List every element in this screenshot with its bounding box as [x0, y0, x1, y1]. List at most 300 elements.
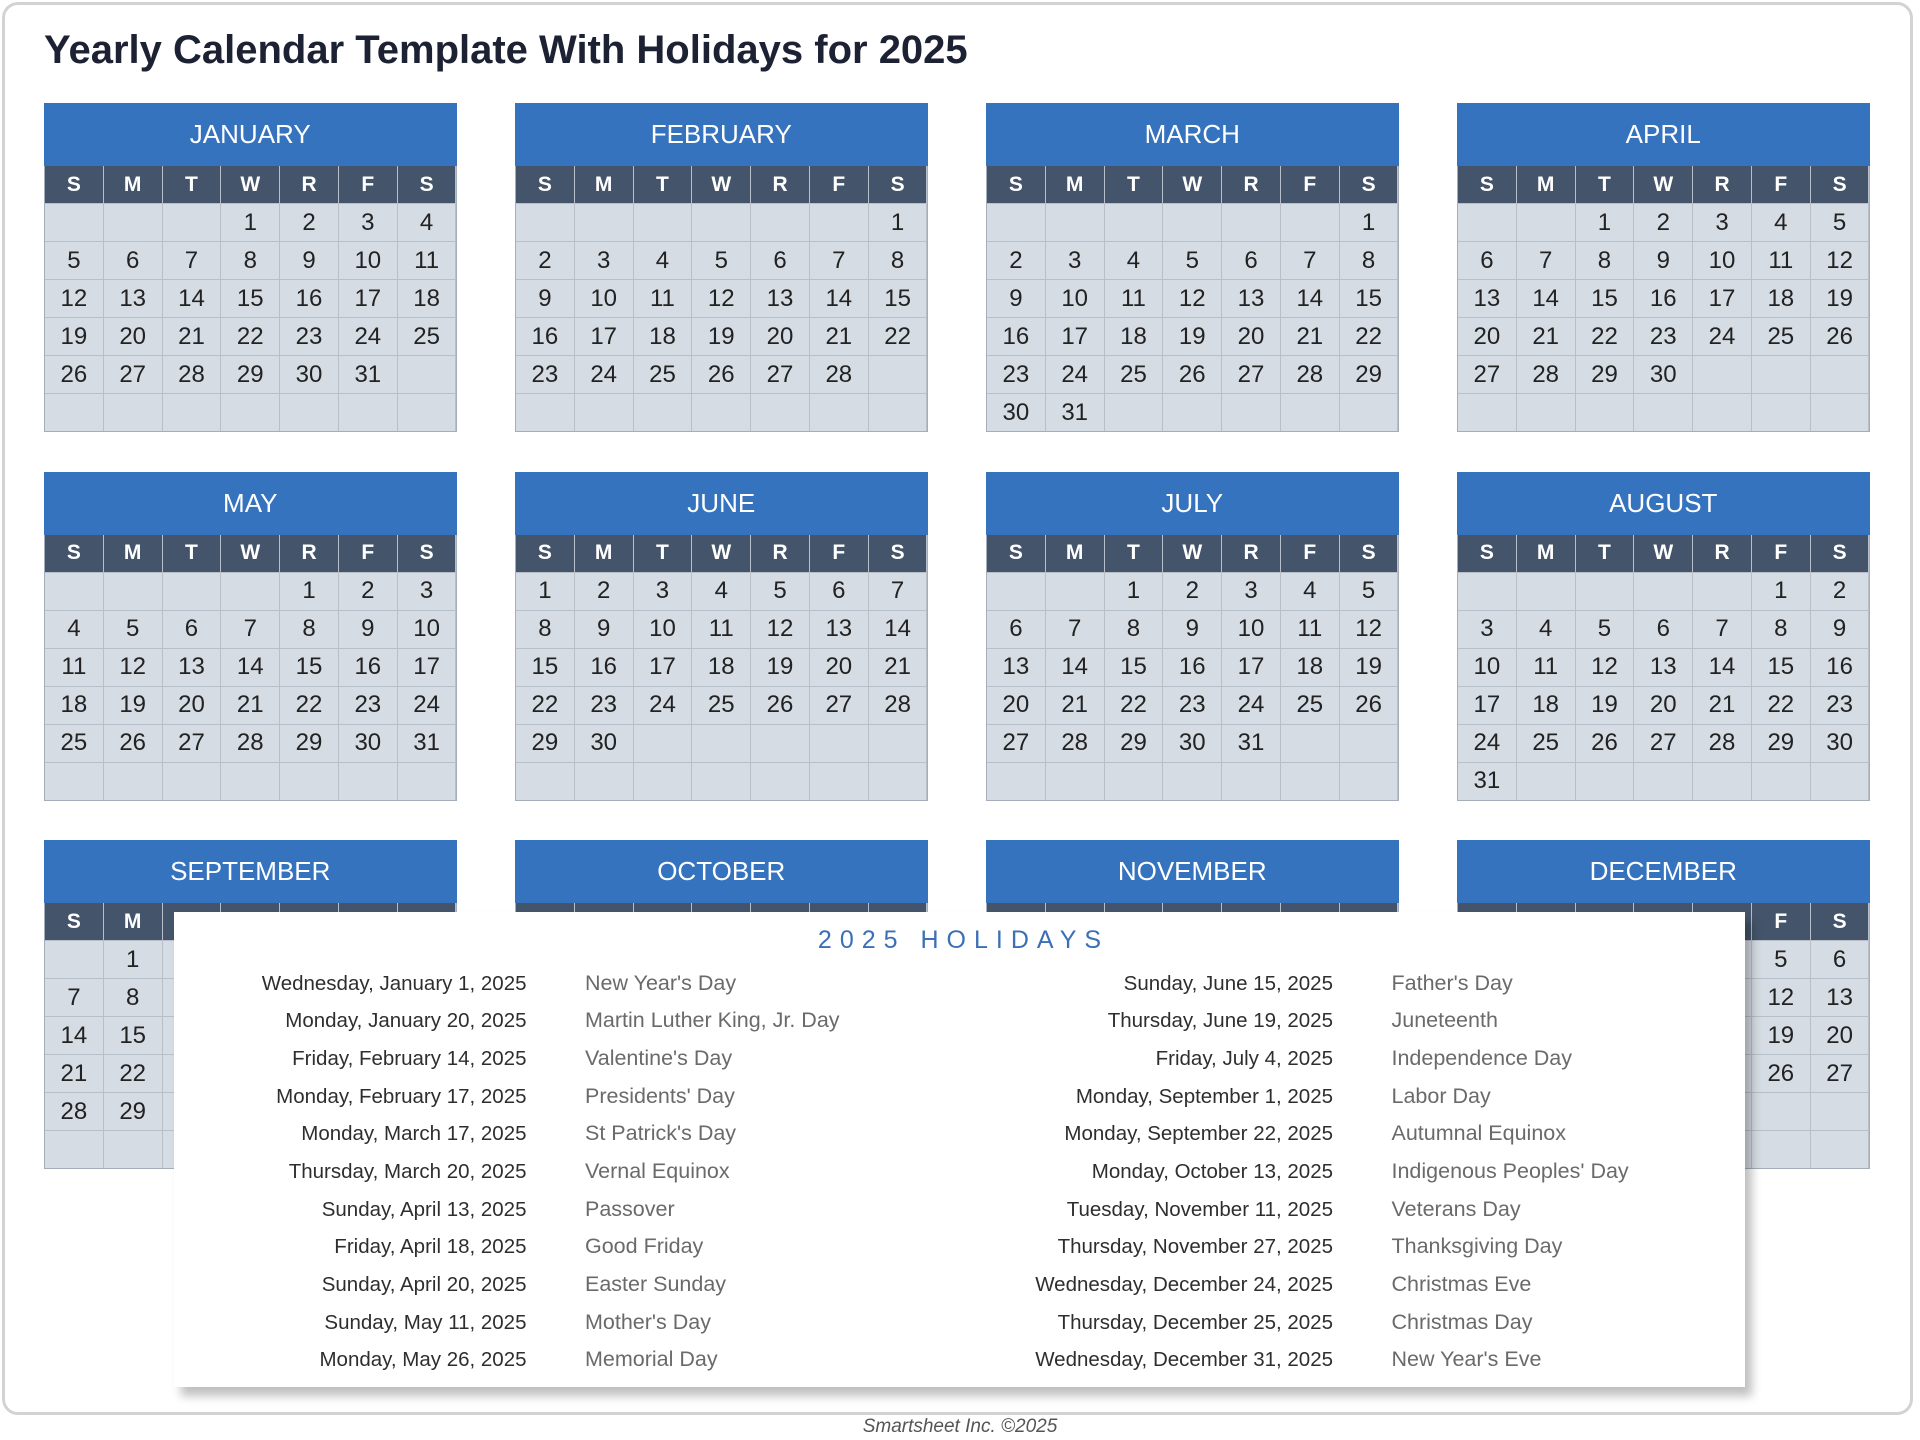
day-cell: 22: [1105, 687, 1163, 724]
day-cell: 2: [987, 242, 1045, 279]
day-cell: [751, 725, 809, 762]
day-cell: 9: [1634, 242, 1692, 279]
holiday-name: Martin Luther King, Jr. Day: [585, 1008, 840, 1033]
weekday-label: S: [1458, 166, 1516, 203]
day-cell: [869, 763, 927, 800]
day-cell: 16: [575, 649, 633, 686]
day-cell: 9: [987, 280, 1045, 317]
day-cell: 21: [869, 649, 927, 686]
holiday-row: [174, 1115, 840, 1153]
day-cell: 25: [45, 725, 103, 762]
weekday-label: S: [398, 166, 456, 203]
holiday-row: [174, 1040, 840, 1078]
day-cell: 7: [45, 979, 103, 1016]
holiday-name: Labor Day: [1391, 1083, 1491, 1108]
weekday-label: S: [1811, 535, 1869, 572]
day-cell: 8: [221, 242, 279, 279]
weekday-label: R: [280, 166, 338, 203]
day-cell: 18: [1105, 318, 1163, 355]
holiday-date: Wednesday, December 24, 2025: [1035, 1273, 1333, 1296]
day-cell: [987, 204, 1045, 241]
day-cell: 19: [1163, 318, 1221, 355]
month-january: [44, 103, 457, 432]
day-cell: 2: [1163, 573, 1221, 610]
day-cell: [1517, 763, 1575, 800]
day-cell: 22: [1752, 687, 1810, 724]
day-cell: 1: [1576, 204, 1634, 241]
month-days-grid: [1457, 535, 1870, 801]
day-cell: 7: [221, 611, 279, 648]
day-cell: [221, 573, 279, 610]
day-cell: 16: [987, 318, 1045, 355]
day-cell: 20: [987, 687, 1045, 724]
weekday-label: S: [516, 535, 574, 572]
day-cell: 1: [104, 941, 162, 978]
day-cell: [1811, 1093, 1869, 1130]
month-days-grid: [986, 166, 1399, 432]
day-cell: [398, 394, 456, 431]
month-header: JULY: [986, 472, 1399, 535]
holiday-name: Veterans Day: [1391, 1196, 1521, 1221]
day-cell: 31: [1458, 763, 1516, 800]
weekday-label: M: [575, 535, 633, 572]
holiday-date: Monday, January 20, 2025: [285, 1009, 527, 1033]
day-cell: 18: [1281, 649, 1339, 686]
weekday-label: M: [575, 166, 633, 203]
day-cell: [1517, 573, 1575, 610]
day-cell: 13: [1458, 280, 1516, 317]
day-cell: 23: [339, 687, 397, 724]
day-cell: [575, 394, 633, 431]
day-cell: [516, 204, 574, 241]
day-cell: 2: [339, 573, 397, 610]
weekday-label: T: [1105, 166, 1163, 203]
day-cell: 11: [1281, 611, 1339, 648]
day-cell: [1458, 573, 1516, 610]
day-cell: 25: [1517, 725, 1575, 762]
day-cell: 25: [398, 318, 456, 355]
day-cell: 26: [692, 356, 750, 393]
day-cell: 7: [163, 242, 221, 279]
day-cell: 19: [1576, 687, 1634, 724]
holiday-date: Wednesday, December 31, 2025: [1035, 1348, 1333, 1372]
day-cell: [104, 573, 162, 610]
day-cell: 17: [634, 649, 692, 686]
weekday-label: W: [221, 535, 279, 572]
month-march: [986, 103, 1399, 432]
holiday-date: Sunday, May 11, 2025: [324, 1310, 527, 1334]
holidays-right-column: [981, 965, 1629, 1380]
month-february: [515, 103, 928, 432]
holiday-date: Monday, May 26, 2025: [319, 1348, 527, 1372]
day-cell: 25: [1281, 687, 1339, 724]
day-cell: 12: [1811, 242, 1869, 279]
day-cell: [634, 763, 692, 800]
holiday-date: Tuesday, November 11, 2025: [1066, 1197, 1333, 1221]
day-cell: 9: [1163, 611, 1221, 648]
day-cell: 26: [1752, 1055, 1810, 1092]
day-cell: 18: [1517, 687, 1575, 724]
weekday-label: R: [751, 535, 809, 572]
day-cell: 11: [45, 649, 103, 686]
day-cell: 12: [1752, 979, 1810, 1016]
day-cell: 6: [751, 242, 809, 279]
weekday-label: W: [692, 535, 750, 572]
day-cell: [1222, 204, 1280, 241]
day-cell: 5: [1163, 242, 1221, 279]
weekday-label: M: [1517, 535, 1575, 572]
day-cell: 16: [1634, 280, 1692, 317]
day-cell: [1634, 573, 1692, 610]
day-cell: 5: [692, 242, 750, 279]
day-cell: 23: [575, 687, 633, 724]
day-cell: [104, 204, 162, 241]
day-cell: [1105, 763, 1163, 800]
month-april: [1457, 103, 1870, 432]
day-cell: 8: [104, 979, 162, 1016]
weekday-label: M: [104, 166, 162, 203]
day-cell: 22: [280, 687, 338, 724]
day-cell: 1: [221, 204, 279, 241]
day-cell: 29: [1576, 356, 1634, 393]
day-cell: 10: [1046, 280, 1104, 317]
day-cell: 6: [1634, 611, 1692, 648]
month-days-grid: [515, 535, 928, 801]
day-cell: 8: [516, 611, 574, 648]
day-cell: 13: [987, 649, 1045, 686]
day-cell: 14: [163, 280, 221, 317]
day-cell: 7: [1046, 611, 1104, 648]
day-cell: 16: [1163, 649, 1221, 686]
day-cell: 1: [869, 204, 927, 241]
day-cell: 9: [1811, 611, 1869, 648]
day-cell: 28: [1693, 725, 1751, 762]
weekday-label: F: [810, 166, 868, 203]
day-cell: 27: [104, 356, 162, 393]
weekday-label: F: [810, 535, 868, 572]
day-cell: [516, 763, 574, 800]
day-cell: 12: [1576, 649, 1634, 686]
day-cell: [104, 763, 162, 800]
day-cell: 20: [810, 649, 868, 686]
holiday-row: [981, 1115, 1629, 1153]
day-cell: 14: [810, 280, 868, 317]
weekday-label: F: [1752, 166, 1810, 203]
day-cell: [1517, 204, 1575, 241]
weekday-label: F: [1752, 903, 1810, 940]
day-cell: 28: [1046, 725, 1104, 762]
day-cell: 13: [751, 280, 809, 317]
day-cell: [104, 1131, 162, 1168]
holiday-row: [981, 1191, 1629, 1229]
holiday-row: [981, 1078, 1629, 1116]
holiday-row: [981, 1040, 1629, 1078]
day-cell: 19: [751, 649, 809, 686]
day-cell: [692, 394, 750, 431]
day-cell: 5: [1340, 573, 1398, 610]
weekday-label: R: [1222, 166, 1280, 203]
day-cell: [1752, 1093, 1810, 1130]
holiday-name: Valentine's Day: [585, 1045, 733, 1070]
day-cell: [692, 204, 750, 241]
weekday-label: S: [1811, 166, 1869, 203]
month-days-grid: [44, 166, 457, 432]
day-cell: 11: [634, 280, 692, 317]
day-cell: [1105, 204, 1163, 241]
day-cell: [810, 394, 868, 431]
holiday-date: Thursday, December 25, 2025: [1057, 1310, 1333, 1334]
day-cell: 3: [634, 573, 692, 610]
day-cell: [45, 941, 103, 978]
day-cell: [163, 394, 221, 431]
weekday-label: W: [1634, 535, 1692, 572]
day-cell: [810, 725, 868, 762]
holiday-date: Sunday, June 15, 2025: [1123, 971, 1333, 995]
day-cell: 4: [634, 242, 692, 279]
day-cell: 4: [1105, 242, 1163, 279]
holiday-date: Monday, September 1, 2025: [1075, 1084, 1333, 1108]
day-cell: 4: [1517, 611, 1575, 648]
day-cell: [1576, 394, 1634, 431]
day-cell: 12: [1340, 611, 1398, 648]
weekday-label: S: [45, 535, 103, 572]
month-june: [515, 472, 928, 801]
day-cell: [280, 394, 338, 431]
weekday-label: M: [1046, 166, 1104, 203]
day-cell: [516, 394, 574, 431]
day-cell: 29: [1340, 356, 1398, 393]
day-cell: 27: [1458, 356, 1516, 393]
day-cell: 26: [1340, 687, 1398, 724]
weekday-label: W: [221, 166, 279, 203]
day-cell: [987, 573, 1045, 610]
month-header: MAY: [44, 472, 457, 535]
day-cell: 15: [516, 649, 574, 686]
holiday-date: Monday, March 17, 2025: [301, 1122, 527, 1146]
holiday-row: [174, 965, 840, 1003]
holiday-name: Christmas Eve: [1391, 1272, 1532, 1296]
holiday-date: Thursday, November 27, 2025: [1057, 1235, 1333, 1259]
day-cell: [398, 763, 456, 800]
day-cell: 17: [1046, 318, 1104, 355]
day-cell: 7: [869, 573, 927, 610]
day-cell: 28: [163, 356, 221, 393]
weekday-label: T: [1576, 535, 1634, 572]
day-cell: 29: [221, 356, 279, 393]
day-cell: 4: [1752, 204, 1810, 241]
day-cell: [221, 763, 279, 800]
day-cell: [104, 394, 162, 431]
day-cell: 30: [1634, 356, 1692, 393]
day-cell: 16: [1811, 649, 1869, 686]
day-cell: 15: [1576, 280, 1634, 317]
day-cell: 26: [1163, 356, 1221, 393]
weekday-label: S: [1340, 535, 1398, 572]
day-cell: 25: [634, 356, 692, 393]
day-cell: 29: [1752, 725, 1810, 762]
day-cell: 21: [1517, 318, 1575, 355]
weekday-label: S: [987, 535, 1045, 572]
day-cell: 17: [1458, 687, 1516, 724]
day-cell: 28: [1281, 356, 1339, 393]
weekday-label: W: [1634, 166, 1692, 203]
day-cell: 24: [1046, 356, 1104, 393]
day-cell: [634, 725, 692, 762]
day-cell: 19: [692, 318, 750, 355]
day-cell: [1752, 1131, 1810, 1168]
day-cell: 21: [1046, 687, 1104, 724]
weekday-label: S: [45, 166, 103, 203]
day-cell: [869, 725, 927, 762]
day-cell: [751, 394, 809, 431]
month-august: [1457, 472, 1870, 801]
day-cell: [1281, 394, 1339, 431]
weekday-label: M: [104, 903, 162, 940]
holiday-name: St Patrick's Day: [585, 1121, 737, 1146]
holiday-name: Easter Sunday: [585, 1272, 727, 1296]
day-cell: 10: [1222, 611, 1280, 648]
month-header: OCTOBER: [515, 840, 928, 903]
footer-copyright: Smartsheet Inc. ©2025: [862, 1416, 1058, 1437]
month-header: SEPTEMBER: [44, 840, 457, 903]
weekday-label: M: [1517, 166, 1575, 203]
day-cell: [280, 763, 338, 800]
day-cell: 24: [1222, 687, 1280, 724]
day-cell: 17: [575, 318, 633, 355]
day-cell: 18: [398, 280, 456, 317]
day-cell: [1458, 204, 1516, 241]
holiday-date: Monday, September 22, 2025: [1064, 1122, 1333, 1146]
day-cell: [45, 204, 103, 241]
day-cell: 8: [1340, 242, 1398, 279]
day-cell: 20: [1634, 687, 1692, 724]
weekday-label: S: [869, 535, 927, 572]
day-cell: [1163, 394, 1221, 431]
day-cell: 11: [398, 242, 456, 279]
holiday-row: [981, 1228, 1629, 1266]
weekday-label: T: [163, 535, 221, 572]
holiday-name: Passover: [585, 1196, 675, 1221]
holiday-name: Presidents' Day: [585, 1083, 735, 1108]
month-header: MARCH: [986, 103, 1399, 166]
day-cell: 20: [1811, 1017, 1869, 1054]
day-cell: [1340, 763, 1398, 800]
day-cell: 13: [1811, 979, 1869, 1016]
weekday-label: S: [45, 903, 103, 940]
weekday-label: W: [1163, 535, 1221, 572]
day-cell: 4: [398, 204, 456, 241]
day-cell: 13: [1222, 280, 1280, 317]
day-cell: 30: [280, 356, 338, 393]
day-cell: 22: [104, 1055, 162, 1092]
day-cell: [1222, 763, 1280, 800]
holiday-row: [174, 1078, 840, 1116]
holiday-date: Friday, July 4, 2025: [1155, 1046, 1333, 1070]
month-header: AUGUST: [1457, 472, 1870, 535]
day-cell: 15: [1752, 649, 1810, 686]
day-cell: [1693, 573, 1751, 610]
day-cell: 13: [1634, 649, 1692, 686]
day-cell: 25: [1105, 356, 1163, 393]
weekday-label: W: [692, 166, 750, 203]
holiday-name: Mother's Day: [585, 1309, 711, 1334]
holiday-name: Indigenous Peoples' Day: [1391, 1158, 1629, 1183]
day-cell: 17: [339, 280, 397, 317]
day-cell: [1634, 394, 1692, 431]
holiday-row: [981, 1153, 1629, 1191]
holiday-name: New Year's Day: [585, 970, 737, 995]
day-cell: 22: [221, 318, 279, 355]
month-header: FEBRUARY: [515, 103, 928, 166]
day-cell: 1: [516, 573, 574, 610]
weekday-label: S: [869, 166, 927, 203]
day-cell: [163, 204, 221, 241]
day-cell: [575, 204, 633, 241]
day-cell: 3: [1693, 204, 1751, 241]
day-cell: 16: [339, 649, 397, 686]
day-cell: 27: [987, 725, 1045, 762]
day-cell: [163, 763, 221, 800]
day-cell: 25: [1752, 318, 1810, 355]
day-cell: [1281, 725, 1339, 762]
day-cell: [1046, 573, 1104, 610]
day-cell: [1693, 356, 1751, 393]
day-cell: [869, 394, 927, 431]
day-cell: 3: [575, 242, 633, 279]
day-cell: 14: [221, 649, 279, 686]
day-cell: 14: [1517, 280, 1575, 317]
weekday-label: W: [1163, 166, 1221, 203]
weekday-label: S: [1811, 903, 1869, 940]
day-cell: 20: [751, 318, 809, 355]
day-cell: 6: [104, 242, 162, 279]
day-cell: [751, 763, 809, 800]
day-cell: 8: [869, 242, 927, 279]
holiday-row: [174, 1228, 840, 1266]
day-cell: 29: [104, 1093, 162, 1130]
day-cell: [1458, 394, 1516, 431]
day-cell: 21: [221, 687, 279, 724]
weekday-label: R: [1693, 166, 1751, 203]
day-cell: 12: [1163, 280, 1221, 317]
month-days-grid: [515, 166, 928, 432]
day-cell: 2: [516, 242, 574, 279]
holiday-name: Independence Day: [1391, 1045, 1573, 1070]
day-cell: 2: [575, 573, 633, 610]
day-cell: [1046, 204, 1104, 241]
day-cell: [692, 725, 750, 762]
holiday-name: Vernal Equinox: [585, 1158, 730, 1183]
day-cell: 6: [163, 611, 221, 648]
day-cell: 14: [1693, 649, 1751, 686]
day-cell: 7: [810, 242, 868, 279]
day-cell: [1163, 204, 1221, 241]
holidays-panel: [174, 912, 1745, 1387]
day-cell: 23: [280, 318, 338, 355]
day-cell: [1693, 763, 1751, 800]
weekday-label: R: [280, 535, 338, 572]
day-cell: [1517, 394, 1575, 431]
day-cell: [163, 573, 221, 610]
weekday-label: R: [1222, 535, 1280, 572]
day-cell: 15: [1340, 280, 1398, 317]
day-cell: 3: [398, 573, 456, 610]
day-cell: 24: [634, 687, 692, 724]
day-cell: 5: [45, 242, 103, 279]
day-cell: 22: [516, 687, 574, 724]
day-cell: 20: [163, 687, 221, 724]
day-cell: 8: [1752, 611, 1810, 648]
